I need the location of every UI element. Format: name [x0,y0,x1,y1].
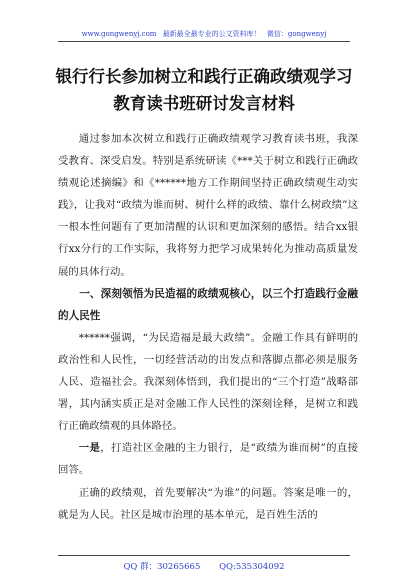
header-wechat: 微信：gongwenyj [266,30,327,38]
section-heading-1: 一、深刻领悟为民造福的政绩观核心，以三个打造践行金融的人民性 [58,287,358,322]
title-line-1: 银行行长参加树立和践行正确政绩观学习 [55,67,353,86]
page-footer [0,560,408,572]
title-line-2: 教育读书班研讨发言材料 [113,94,295,113]
header-tagline: 最新最全最专业的公文资料库！ [162,30,261,38]
footer-divider [58,555,350,556]
paragraph-intro: 通过参加本次树立和践行正确政绩观学习教育读书班，我深受教育、深受启发。特别是系统研读《***关于树立和践行正确政绩观论述摘编》和《******地方工作期间坚持正确政绩观生动实践》，让我对“政绩为谁而树、树什么样的政绩、靠什么树政绩”这一根本性问题有了更加清醒的认识和更加深刻的感悟。结合xx银行xx分行的工作实际，我将努力把学习成果转化为推动高质量发展的具体行动。 [58,133,358,278]
header-divider [58,41,350,42]
page-header [0,29,408,39]
document-body [58,128,358,526]
paragraph-point-1 [58,437,358,481]
footer-qq: QQ:535304092 [219,562,285,572]
paragraph-continued: 正确的政绩观，首先要解决“为谁”的问题。答案是唯一的，就是为人民。社区是城市治理的基本单元，是百姓生活的 [58,486,358,521]
document-title [40,63,368,117]
header-site[interactable]: www.gongwenyj.com [81,30,157,38]
point-lead: 一是 [78,442,101,455]
point-text: ，打造社区金融的主力银行，是“政绩为谁而树”的直接回答。 [58,442,359,477]
footer-qq-group: QQ 群：30265665 [123,562,201,572]
paragraph-section-1: ******强调，“为民造福是最大政绩”。金融工作具有鲜明的政治性和人民性，一切经营活动的出发点和落脚点都必须是服务人民、造福社会。我深刻体悟到，我们提出的“三个打造”战略部署，其内涵实质正是对金融工作人民性的深刻诠释，是树立和践行正确政绩观的具体路径。 [58,331,358,433]
